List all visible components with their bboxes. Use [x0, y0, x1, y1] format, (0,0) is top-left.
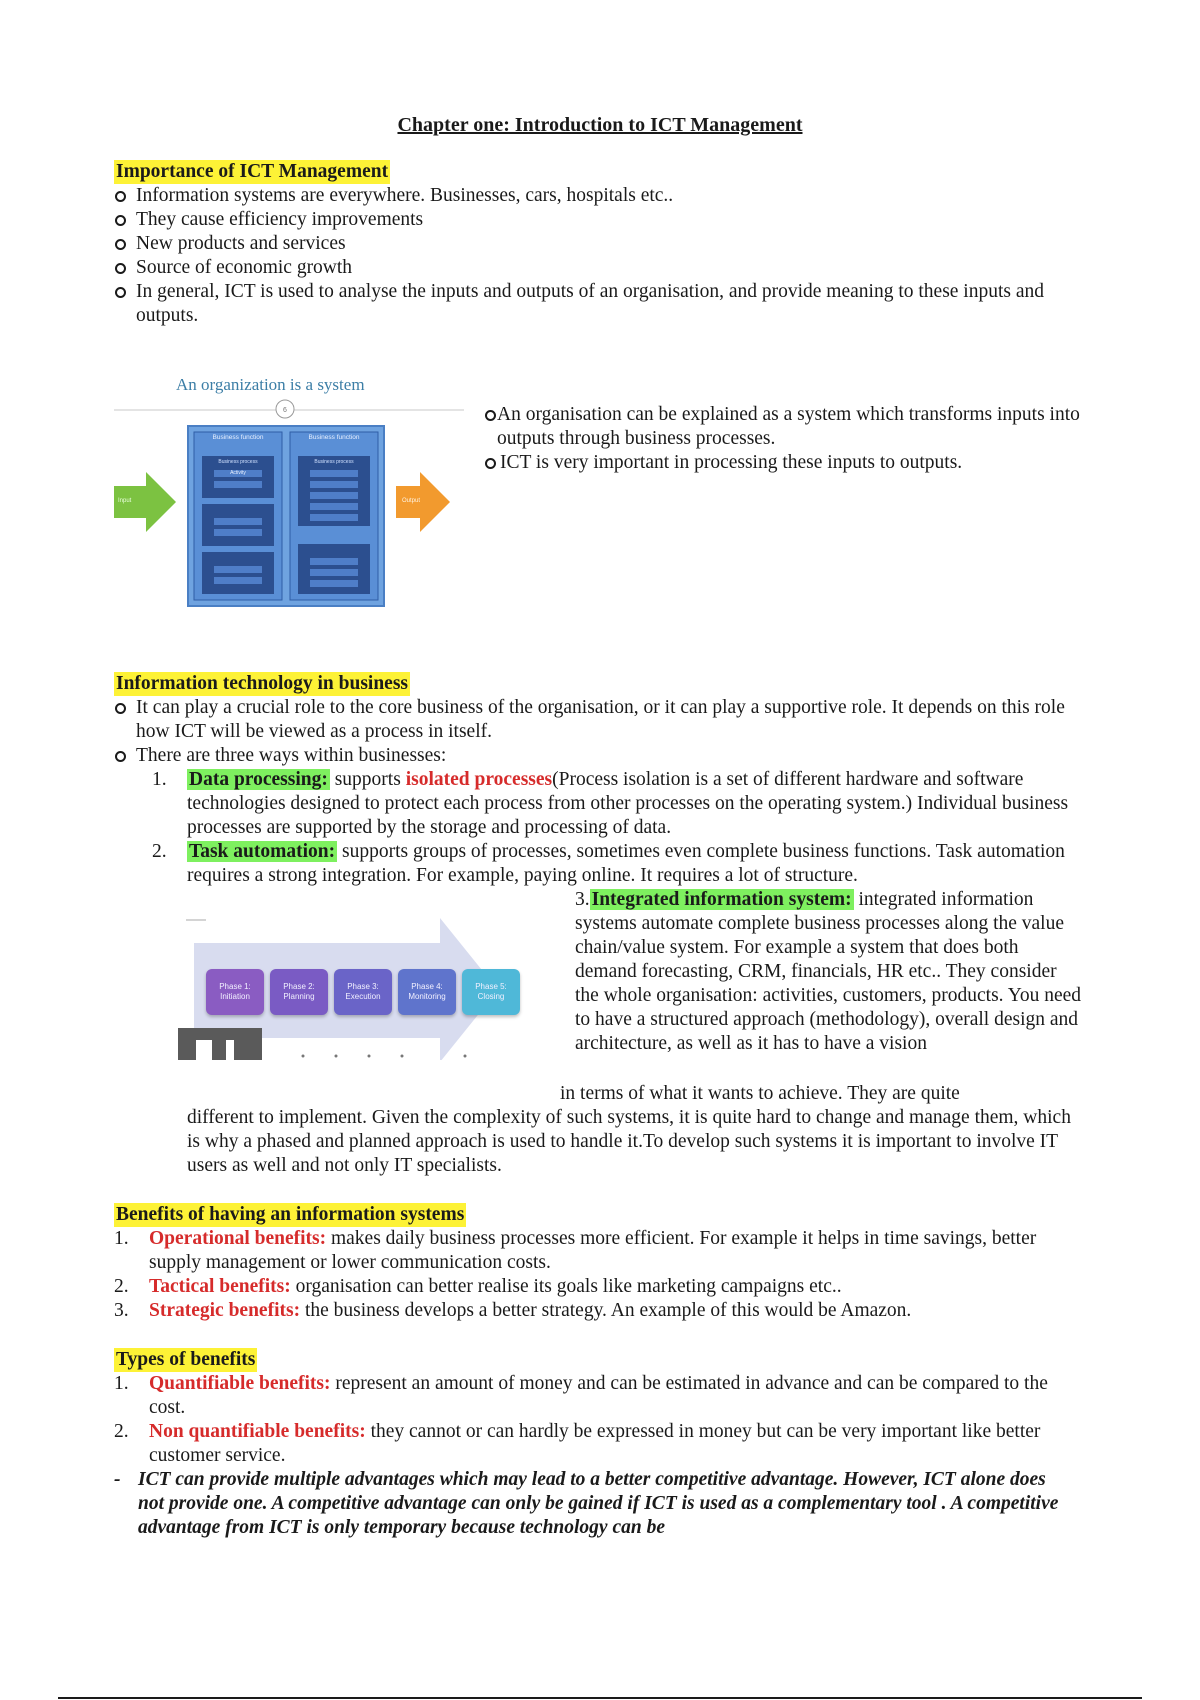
- note-text: ICT can provide multiple advantages which may lead to a better competitive advantage. However, ICT alone does not provide one. A competitive advantage can only be gained if ICT is used as a complementary tool . A competitive advantage from ICT is only temporary because technology can be: [138, 1469, 1059, 1538]
- it-business-heading: Information technology in business: [116, 673, 409, 694]
- input-label: Input: [118, 498, 132, 504]
- benefits-is-section: [114, 1203, 1074, 1323]
- importance-heading: Importance of ICT Management: [116, 161, 389, 182]
- list-item: There are three ways within businesses:: [114, 744, 1074, 768]
- process-label: Business process: [218, 459, 258, 465]
- list-item: [152, 768, 1074, 840]
- item-text: supports: [329, 769, 406, 790]
- list-item: It can play a crucial role to the core business of the organisation, or it can play a supportive role. It depends on this role how ICT will be viewed as a process in itself.: [114, 696, 1074, 744]
- item-text: organisation can better realise its goals like marketing campaigns etc..: [290, 1276, 842, 1297]
- list-item: [114, 1275, 1074, 1299]
- it-business-section: [114, 672, 1074, 888]
- data-processing-label: Data processing:: [189, 769, 328, 790]
- competitive-advantage-note: [114, 1468, 1074, 1540]
- list-item: An organisation can be explained as a system which transforms inputs into outputs through business processes.: [484, 403, 1084, 451]
- process-label: Business process: [314, 459, 354, 465]
- integrated-system-text: [575, 888, 1085, 1056]
- item-text: they cannot or can hardly be expressed in money but can be very important like better customer service.: [149, 1421, 1041, 1466]
- item-text: integrated information systems automate complete business processes along the value chain/value system. For example a system that does both demand forecasting, CRM, financials, HR etc.. They consider the whole organisation: activities, customers, products. You need to have a structured approach (methodology), overall design and architecture, as well as it has to have a vision: [575, 889, 1082, 1054]
- strategic-benefits-term: Strategic benefits:: [149, 1300, 301, 1321]
- list-item: [114, 1420, 1074, 1468]
- list-item: [114, 1227, 1074, 1275]
- operational-benefits-term: Operational benefits:: [149, 1228, 327, 1249]
- importance-list: [114, 184, 1074, 328]
- list-number: 2.: [114, 1276, 129, 1297]
- list-item: Source of economic growth: [114, 256, 1074, 280]
- list-item: They cause efficiency improvements: [114, 208, 1074, 232]
- dash-bullet: -: [114, 1469, 121, 1490]
- bottom-rule: [58, 1697, 1142, 1699]
- item-text: makes daily business processes more efficient. For example it helps in time savings, better supply management or lower communication costs.: [149, 1228, 1037, 1273]
- benefits-is-heading: Benefits of having an information systems: [116, 1204, 465, 1225]
- tactical-benefits-term: Tactical benefits:: [149, 1276, 291, 1297]
- quantifiable-benefits-term: Quantifiable benefits:: [149, 1373, 331, 1394]
- list-item: [114, 1372, 1074, 1420]
- list-item: [114, 1299, 1074, 1323]
- item-text: the business develops a better strategy. An example of this would be Amazon.: [300, 1300, 912, 1321]
- list-number: 3.: [114, 1300, 129, 1321]
- list-item: ICT is very important in processing these inputs to outputs.: [484, 451, 1084, 475]
- item-text: supports groups of processes, sometimes even complete business functions. Task automation requires a strong integration. For example, paying online. It requires a lot of structure.: [187, 841, 1065, 886]
- list-item: Information systems are everywhere. Businesses, cars, hospitals etc..: [114, 184, 1074, 208]
- list-item: In general, ICT is used to analyse the inputs and outputs of an organisation, and provide meaning to these inputs and outputs.: [114, 280, 1074, 328]
- function-label: Business function: [212, 434, 264, 441]
- integrated-system-text-cont: in terms of what it wants to achieve. They are quite: [560, 1083, 960, 1104]
- non-quantifiable-benefits-term: Non quantifiable benefits:: [149, 1421, 366, 1442]
- types-heading: Types of benefits: [116, 1349, 256, 1370]
- item-text: (Process isolation is a set of different hardware and software technologies designed to protect each process from other processes on the operating system.) Individual business processes are supported by the storage and processing of data.: [187, 769, 1069, 838]
- list-number: 3.: [575, 889, 590, 910]
- org-diagram: [114, 368, 464, 623]
- phase-box: Phase 3: Execution: [334, 969, 392, 1015]
- list-number: 2.: [114, 1421, 129, 1442]
- phase-box: Phase 4: Monitoring: [398, 969, 456, 1015]
- item-text: represent an amount of money and can be estimated in advance and can be compared to the cost.: [149, 1373, 1048, 1418]
- integrated-system-text-tail: different to implement. Given the complexity of such systems, it is quite hard to change and manage them, which is why a phased and planned approach is used to handle it.To develop such systems it is important to involve IT users as well and not only IT specialists.: [187, 1107, 1071, 1176]
- list-item: [152, 840, 1074, 888]
- phase-box: Phase 1: Initiation: [206, 969, 264, 1015]
- phase-diagram: [178, 910, 528, 1060]
- phase-box: Phase 5: Closing: [462, 969, 520, 1015]
- list-number: 1.: [114, 1373, 129, 1394]
- page-title: Chapter one: Introduction to ICT Management: [397, 114, 803, 136]
- integrated-system-label: Integrated information system:: [591, 889, 852, 910]
- list-number: 1.: [114, 1228, 129, 1249]
- phase-row: [206, 969, 526, 1017]
- phase-footer-block: [178, 1028, 262, 1060]
- importance-section: [114, 160, 1074, 328]
- list-number: 2.: [152, 841, 167, 862]
- isolated-processes-term: isolated processes: [405, 769, 553, 790]
- function-label: Business function: [308, 434, 360, 441]
- types-section: [114, 1348, 1074, 1540]
- output-label: Output: [402, 498, 421, 504]
- task-automation-label: Task automation:: [189, 841, 336, 862]
- list-item: New products and services: [114, 232, 1074, 256]
- org-figure-caption: An organization is a system: [176, 375, 365, 394]
- svg-text:6: 6: [283, 407, 287, 414]
- phase-box: Phase 2: Planning: [270, 969, 328, 1015]
- activity-label: Activity: [230, 470, 246, 476]
- org-system-figure: [114, 368, 464, 623]
- org-figure-text: [484, 403, 1084, 475]
- list-number: 1.: [152, 769, 167, 790]
